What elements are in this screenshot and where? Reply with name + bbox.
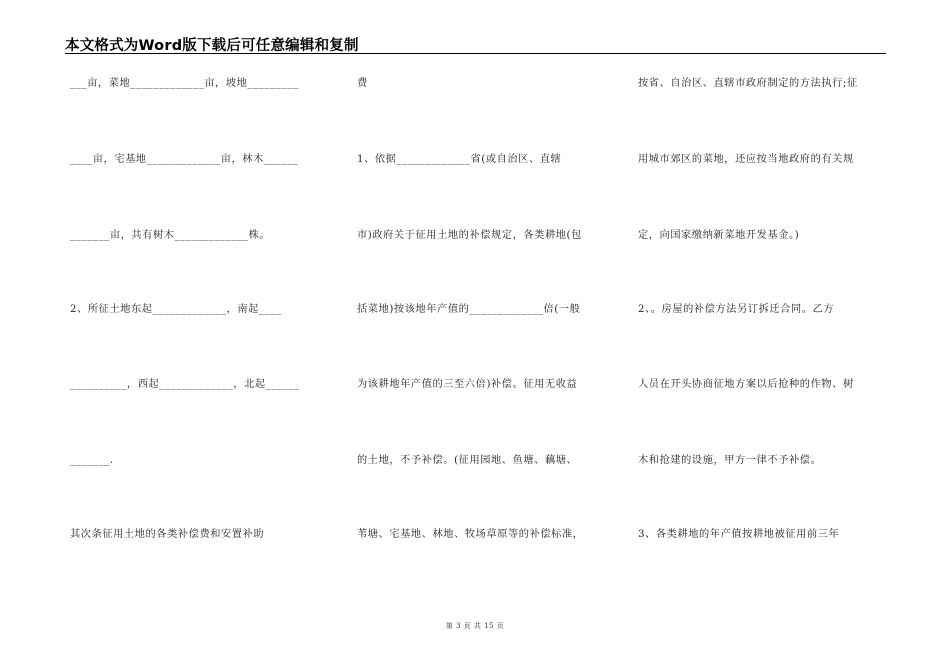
text-line: 木和抢建的设施，甲方一律不予补偿。 <box>638 455 822 466</box>
text-line: 1、依据_____________省(或自治区、直辖 <box>357 154 562 165</box>
text-line: ____亩，宅基地_____________亩，林木______ <box>70 154 299 165</box>
text-line: 3、各类耕地的年产值按耕地被征用前三年 <box>638 529 840 540</box>
text-line: 括菜地)按该地年产值的_____________倍(一般 <box>357 304 581 315</box>
text-line: 按省、自治区、直辖市政府制定的方法执行;征 <box>638 78 858 89</box>
page-number: 第 3 页 共 15 页 <box>445 622 505 630</box>
text-line: 的土地，不予补偿。(征用园地、鱼塘、藕塘、 <box>357 455 578 466</box>
text-line: 2、。房屋的补偿方法另订拆迁合同。乙方 <box>638 304 835 315</box>
text-line: 市)政府关于征用土地的补偿规定，各类耕地(包 <box>357 230 582 241</box>
text-line: 费 <box>357 78 368 89</box>
text-line: 为该耕地年产值的三至六倍)补偿。征用无收益 <box>357 379 578 390</box>
text-line: 其次条征用土地的各类补偿费和安置补助 <box>70 529 265 540</box>
text-line: __________，西起_____________，北起______ <box>70 379 300 390</box>
text-line: _______. <box>70 455 114 466</box>
header-title: 本文格式为Word版下载后可任意编辑和复制 <box>65 38 359 54</box>
header-divider <box>65 53 886 54</box>
text-line: ___亩，菜地_____________亩，坡地_________ <box>70 78 299 89</box>
text-line: 苇塘、宅基地、林地、牧场草原等的补偿标准， <box>357 529 584 540</box>
text-line: 用城市郊区的菜地，还应按当地政府的有关规 <box>638 154 854 165</box>
text-line: 人员在开头协商征地方案以后抢种的作物、树 <box>638 379 854 390</box>
page-header <box>65 34 885 54</box>
text-line: 定，向国家缴纳新菜地开发基金。) <box>638 230 800 241</box>
text-line: 2、所征土地东起_____________，南起____ <box>70 304 282 315</box>
text-line: _______亩，共有树木_____________株。 <box>70 230 271 241</box>
